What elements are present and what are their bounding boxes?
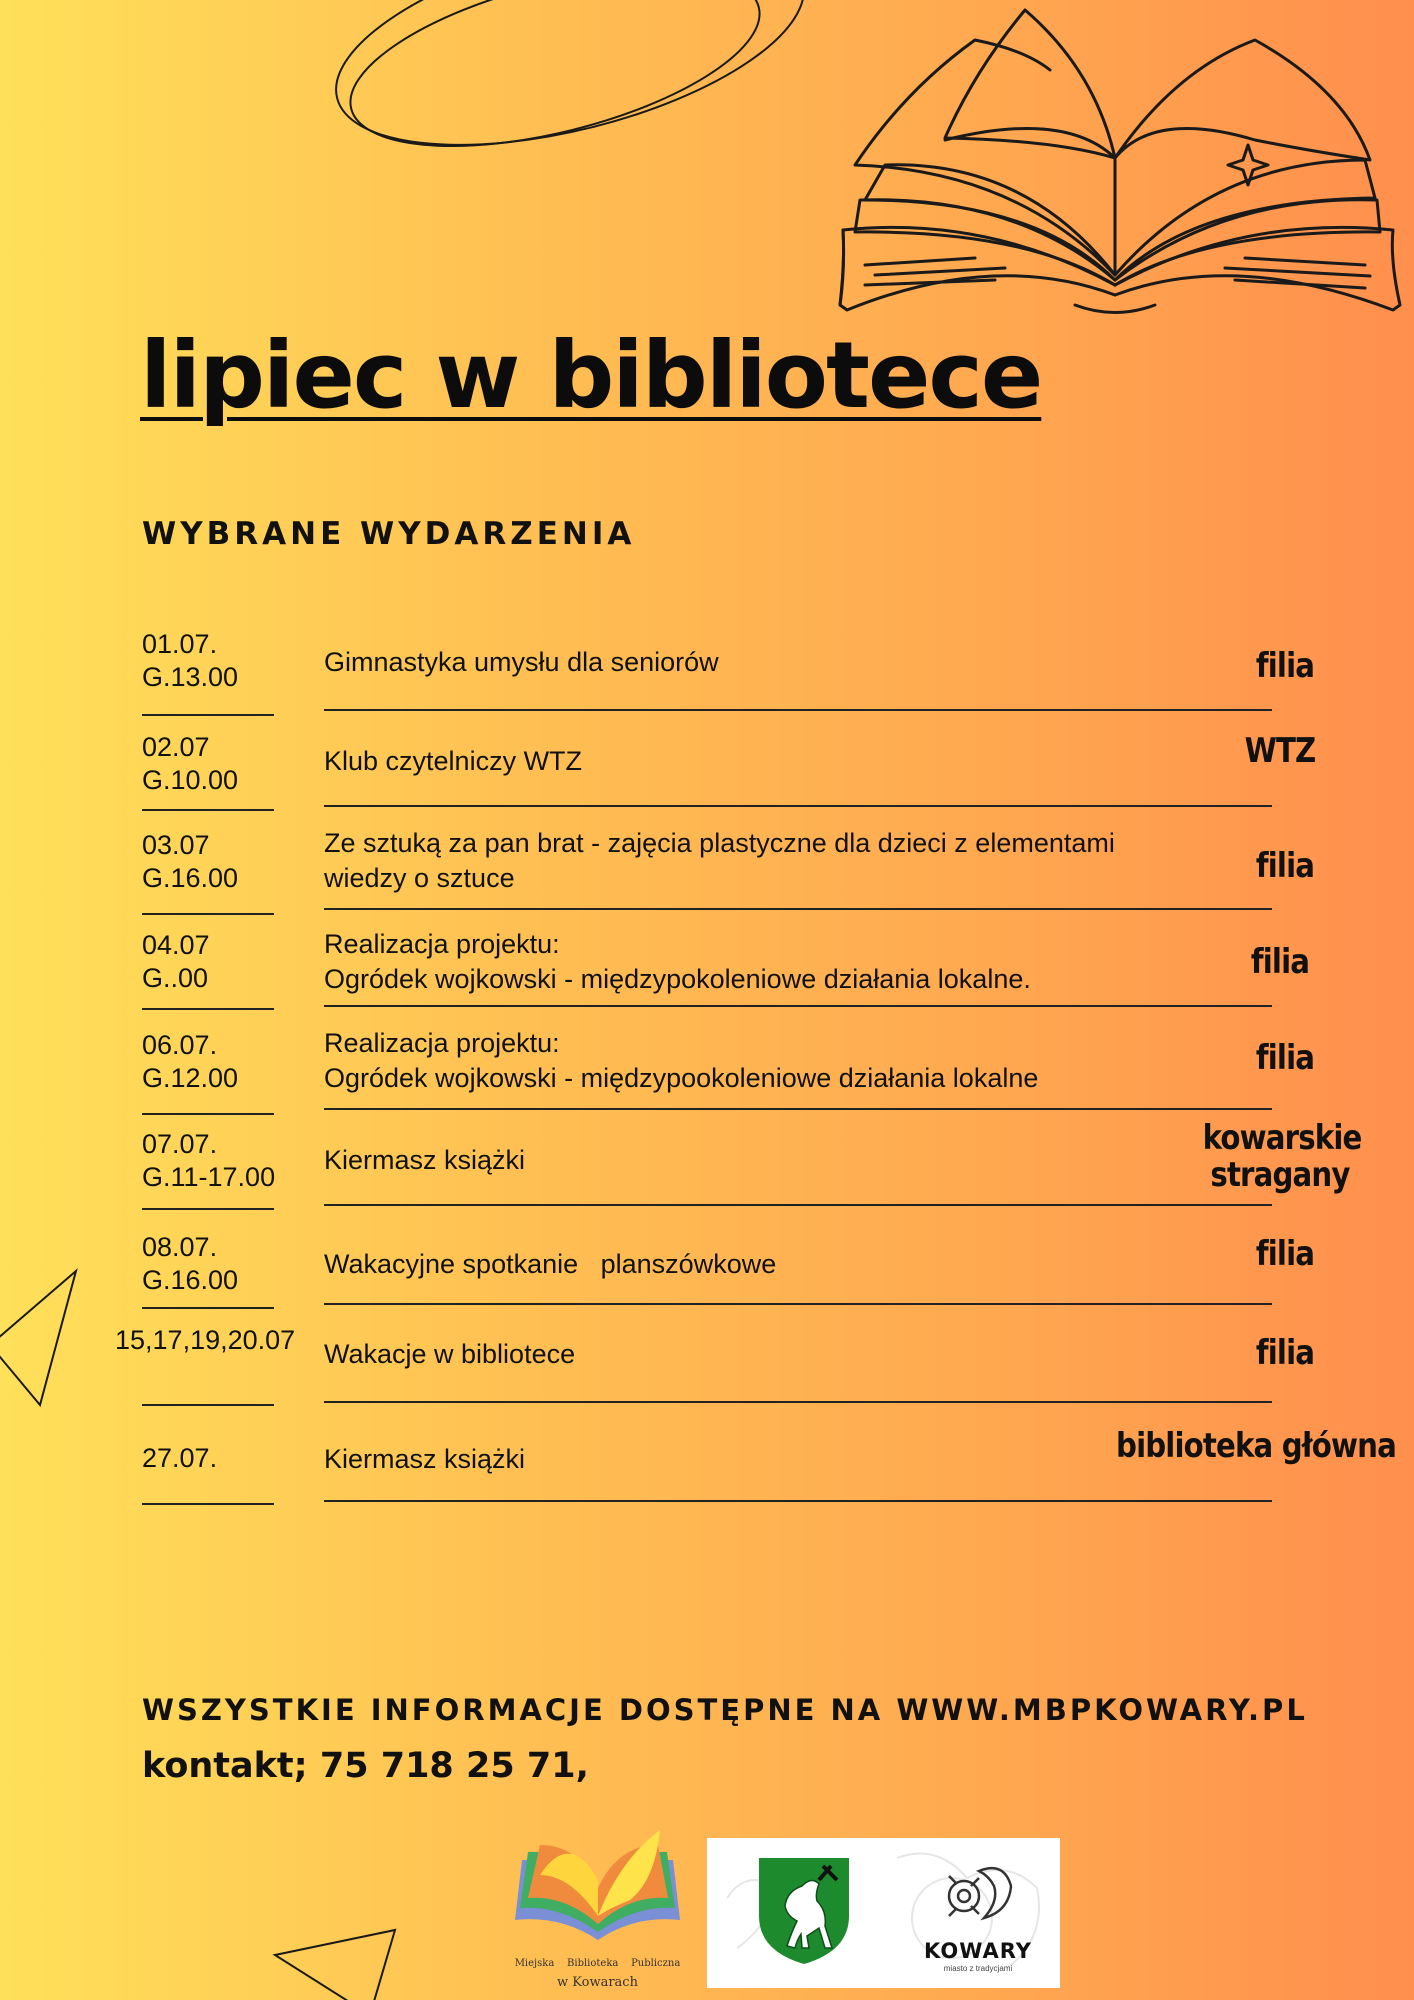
town-tagline: miasto z tradycjami — [943, 1964, 1013, 1973]
divider — [142, 714, 274, 716]
divider — [142, 1503, 274, 1505]
divider — [142, 1008, 274, 1010]
event-place: WTZ — [1244, 731, 1316, 771]
event-description: Ze sztuką za pan brat - zajęcia plastyczne dla dzieci z elementami wiedzy o sztuce — [324, 828, 1115, 893]
event-place: filia — [1255, 1038, 1315, 1078]
library-name: Miejska Biblioteka Publiczna — [514, 1958, 681, 1969]
divider — [142, 1208, 274, 1210]
library-city: w Kowarach — [557, 1975, 638, 1990]
event-place: filia — [1255, 1234, 1315, 1274]
event-description: Kiermasz książki — [324, 1444, 526, 1474]
event-description: Realizacja projektu: Ogródek wojkowski - międzypokoleniowe działania lokalne. — [324, 929, 1031, 994]
event-place: biblioteka główna — [1116, 1426, 1396, 1466]
event-description: Realizacja projektu: Ogródek wojkowski - międzypookoleniowe działania lokalne — [324, 1028, 1039, 1093]
event-date: 01.07. G.13.00 — [142, 629, 239, 692]
event-date: 08.07. G.16.00 — [142, 1232, 239, 1295]
divider — [324, 1005, 1272, 1007]
event-description: Kiermasz książki — [324, 1145, 526, 1175]
event-date: 03.07 G.16.00 — [142, 830, 239, 893]
triangle-decoration-left — [0, 1265, 80, 1415]
divider — [324, 709, 1272, 711]
divider — [324, 1204, 1272, 1206]
open-book-illustration — [825, 0, 1405, 330]
divider — [142, 809, 274, 811]
event-date: 27.07. — [142, 1443, 218, 1473]
divider — [324, 908, 1272, 910]
event-date: 06.07. G.12.00 — [142, 1030, 239, 1093]
event-place: filia — [1250, 942, 1310, 982]
divider — [142, 913, 274, 915]
divider — [324, 1108, 1272, 1110]
divider — [324, 1401, 1272, 1403]
event-date: 07.07. G.11-17.00 — [142, 1129, 276, 1192]
divider — [324, 805, 1272, 807]
triangle-decoration-bottom — [270, 1925, 400, 2000]
website-info: WSZYSTKIE INFORMACJE DOSTĘPNE NA WWW.MBPKOWARY.PL — [142, 1693, 1308, 1727]
town-logo — [707, 1838, 1060, 1988]
event-place: filia — [1255, 1333, 1315, 1373]
event-place: kowarskie stragany — [1202, 1118, 1362, 1195]
event-place: filia — [1255, 646, 1315, 686]
event-description: Wakacyjne spotkanie planszówkowe — [324, 1249, 777, 1279]
page-title: lipiec w bibliotece — [140, 322, 1042, 429]
contact-phone: kontakt; 75 718 25 71, — [142, 1746, 589, 1786]
library-logo — [510, 1820, 685, 1995]
kowary-emblem-icon — [939, 1856, 1019, 1931]
divider — [324, 1500, 1272, 1502]
event-date: 04.07 G..00 — [142, 930, 210, 993]
event-description: Klub czytelniczy WTZ — [324, 746, 583, 776]
green-shield-horse-icon — [757, 1856, 852, 1966]
event-place: filia — [1255, 846, 1315, 886]
section-subtitle: WYBRANE WYDARZENIA — [142, 516, 636, 552]
town-name: KOWARY — [924, 1939, 1032, 1963]
event-description: Gimnastyka umysłu dla seniorów — [324, 647, 719, 677]
divider — [142, 1307, 274, 1309]
library-book-icon — [510, 1820, 685, 1955]
event-description: Wakacje w bibliotece — [324, 1339, 576, 1369]
divider — [142, 1404, 274, 1406]
divider — [142, 1113, 274, 1115]
divider — [324, 1303, 1272, 1305]
event-date: 02.07 G.10.00 — [142, 732, 239, 795]
event-date: 15,17,19,20.07 — [115, 1325, 296, 1355]
ellipse-decoration — [320, 0, 820, 180]
